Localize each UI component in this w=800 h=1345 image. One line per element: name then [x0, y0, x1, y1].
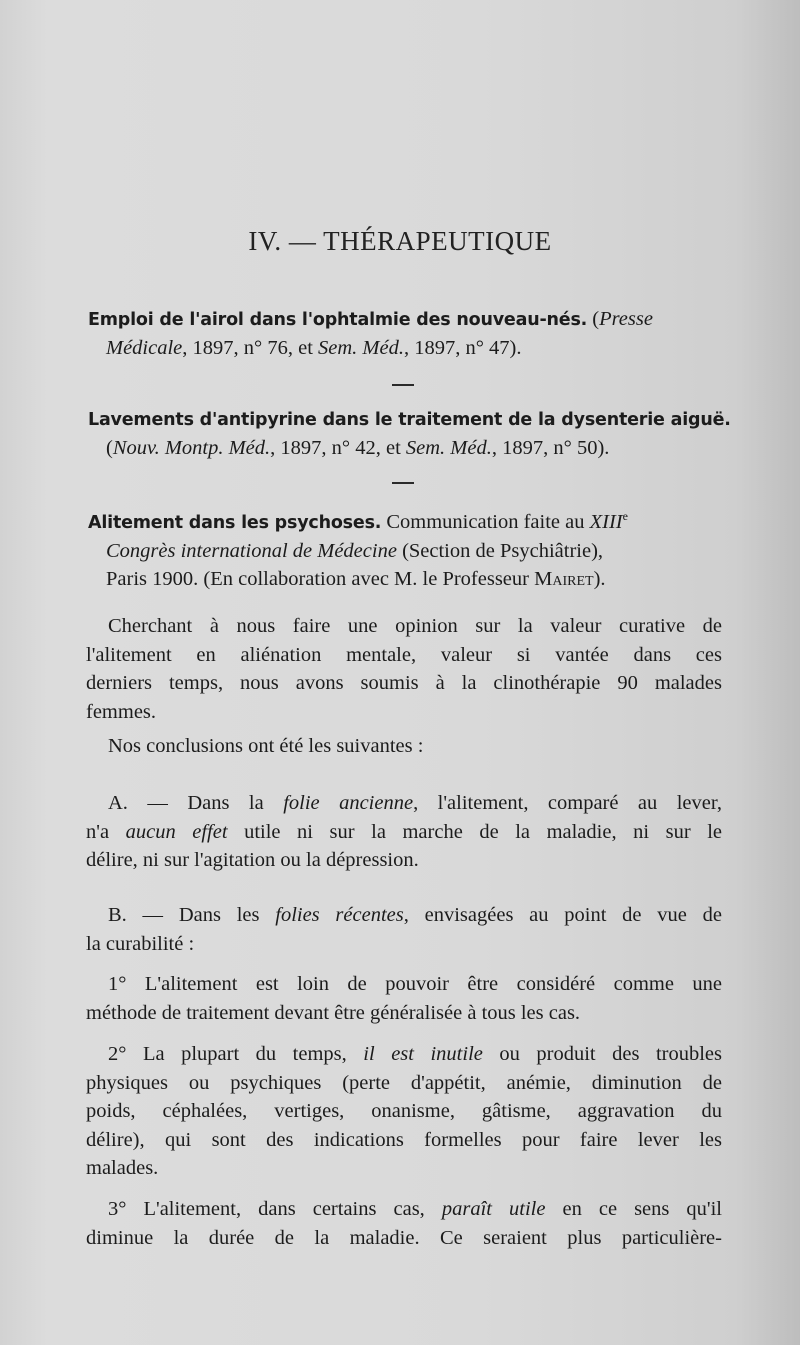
text-line: n'a aucun effet utile ni sur la marche de la maladie, ni sur le	[86, 820, 723, 843]
text-line: délire, ni sur l'agitation ou la dépression.	[86, 849, 419, 871]
text-line: l'alitement en aliénation mentale, valeur si vantée dans ces	[86, 643, 722, 666]
text-line: 1° L'alitement est loin de pouvoir être considéré comme une	[108, 973, 722, 995]
text-line: A. — Dans la folie ancienne, l'alitement, comparé au lever,	[108, 792, 723, 814]
text-line: méthode de traitement devant être généralisée à tous les cas.	[86, 1001, 581, 1024]
text-line: femmes.	[86, 700, 157, 723]
text-line: délire), qui sont des indications formelles pour faire lever les	[86, 1128, 722, 1151]
text-line: Nos conclusions ont été les suivantes :	[108, 735, 424, 757]
text-line: diminue la durée de la maladie. Ce seraient plus particulière-	[86, 1226, 722, 1249]
text-line: B. — Dans les folies récentes, envisagées au point de vue de	[108, 904, 723, 926]
entry-line: Paris 1900. (En collaboration avec M. le Professeur Mairet).	[106, 567, 606, 590]
paragraph-conclusions	[86, 732, 722, 761]
entry-line: Emploi de l'airol dans l'ophtalmie des nouveau-nés. (Presse	[88, 308, 653, 330]
entry-line: (Nouv. Montp. Méd., 1897, n° 42, et Sem. Méd., 1897, n° 50).	[106, 437, 610, 459]
text-line: physiques ou psychiques (perte d'appétit, anémie, diminution de	[86, 1071, 722, 1094]
paragraph-point-3	[86, 1195, 722, 1252]
entry-title: Alitement dans les psychoses.	[88, 512, 382, 533]
entry-line: Congrès international de Médecine (Section de Psychiâtrie),	[106, 539, 604, 562]
text-line: Cherchant à nous faire une opinion sur la valeur curative de	[108, 615, 722, 637]
paragraph-a	[86, 789, 722, 875]
separator-rule	[392, 384, 414, 386]
text-line: derniers temps, nous avons soumis à la clinothérapie 90 malades	[86, 672, 722, 694]
entry-title: Lavements d'antipyrine dans le traitement de la dysenterie aiguë.	[88, 410, 731, 430]
entry-title: Emploi de l'airol dans l'ophtalmie des nouveau-nés.	[88, 310, 588, 330]
bibliography-entry-alitement	[88, 502, 724, 593]
separator-rule	[392, 482, 414, 484]
text-line: la curabilité :	[86, 932, 195, 955]
text-line: poids, céphalées, vertiges, onanisme, gâtisme, aggravation du	[86, 1100, 722, 1122]
entry-line: Alitement dans les psychoses. Communication faite au XIIIe	[88, 509, 628, 533]
entry-line	[88, 405, 731, 434]
paragraph-point-2	[86, 1040, 722, 1183]
text-line: malades.	[86, 1157, 159, 1179]
text-line: 2° La plupart du temps, il est inutile ou produit des troubles	[108, 1043, 723, 1065]
text-line: 3° L'alitement, dans certains cas, paraît utile en ce sens qu'il	[108, 1198, 722, 1220]
bibliography-entry-antipyrine	[88, 405, 731, 462]
paragraph-b	[86, 901, 722, 958]
section-heading: IV. — THÉRAPEUTIQUE	[248, 226, 552, 256]
entry-line: Médicale, 1897, n° 76, et Sem. Méd., 1897, n° 47).	[106, 337, 522, 359]
bibliography-entry-airol	[88, 305, 724, 362]
paragraph-intro	[86, 612, 722, 726]
paragraph-point-1	[86, 970, 722, 1027]
